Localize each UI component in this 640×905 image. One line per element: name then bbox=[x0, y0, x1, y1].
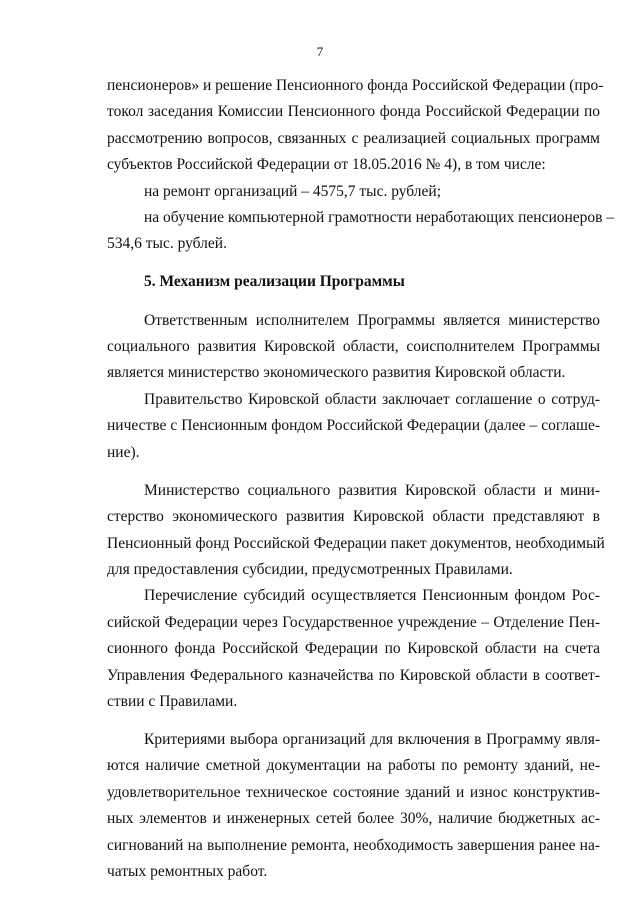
text-line: ствии с Правилами. bbox=[107, 693, 238, 710]
text-line: Ответственным исполнителем Программы является министерство bbox=[144, 312, 600, 329]
text-line: пенсионеров» и решение Пенсионного фонда Российской Федерации (про- bbox=[107, 77, 604, 94]
text-line: на ремонт организаций – 4575,7 тыс. рублей; bbox=[144, 183, 442, 200]
text-line: для предоставления субсидии, предусмотренных Правилами. bbox=[107, 561, 513, 578]
text-line: Правительство Кировской области заключает соглашение о сотруд- bbox=[144, 391, 600, 408]
text-line: является министерство экономического развития Кировской области. bbox=[107, 364, 566, 381]
text-line: стерство экономического развития Кировской области представляют в bbox=[107, 508, 600, 525]
text-line: Критериями выбора организаций для включения в Программу явля- bbox=[144, 731, 600, 748]
text-line: Перечисление субсидий осуществляется Пенсионным фондом Рос- bbox=[144, 587, 600, 604]
text-line: рассмотрению вопросов, связанных с реализацией социальных программ bbox=[107, 130, 600, 147]
text-line: сийской Федерации через Государственное учреждение – Отделение Пен- bbox=[107, 614, 600, 631]
text-line: Пенсионный фонд Российской Федерации пакет документов, необходимый bbox=[107, 535, 605, 552]
text-line: 534,6 тыс. рублей. bbox=[107, 235, 227, 252]
text-line: ных элементов и инженерных сетей более 30%, наличие бюджетных ас- bbox=[107, 810, 600, 827]
text-line: Министерство социального развития Кировской области и мини- bbox=[144, 482, 600, 499]
text-line: ничестве с Пенсионным фондом Российской Федерации (далее – соглаше- bbox=[107, 417, 600, 434]
text-line: сигнований на выполнение ремонта, необходимость завершения ранее на- bbox=[107, 837, 600, 854]
text-line: на обучение компьютерной грамотности неработающих пенсионеров – bbox=[144, 209, 615, 226]
text-line: ются наличие сметной документации на работы по ремонту зданий, не- bbox=[107, 757, 600, 774]
text-line: удовлетворительное техническое состояние зданий и износ конструктив- bbox=[107, 784, 600, 801]
page-number: 7 bbox=[316, 44, 324, 59]
text-line: субъектов Российской Федерации от 18.05.2016 № 4), в том числе: bbox=[107, 156, 546, 173]
text-line: ние). bbox=[107, 444, 140, 461]
text-line: чатых ремонтных работ. bbox=[107, 863, 268, 880]
text-line: Управления Федерального казначейства по Кировской области в соответ- bbox=[107, 667, 600, 684]
text-line: сионного фонда Российской Федерации по Кировской области на счета bbox=[107, 640, 600, 657]
text-line: токол заседания Комиссии Пенсионного фонда Российской Федерации по bbox=[107, 103, 600, 120]
text-line: социального развития Кировской области, соисполнителем Программы bbox=[107, 338, 600, 355]
section-heading: 5. Механизм реализации Программы bbox=[144, 273, 405, 290]
